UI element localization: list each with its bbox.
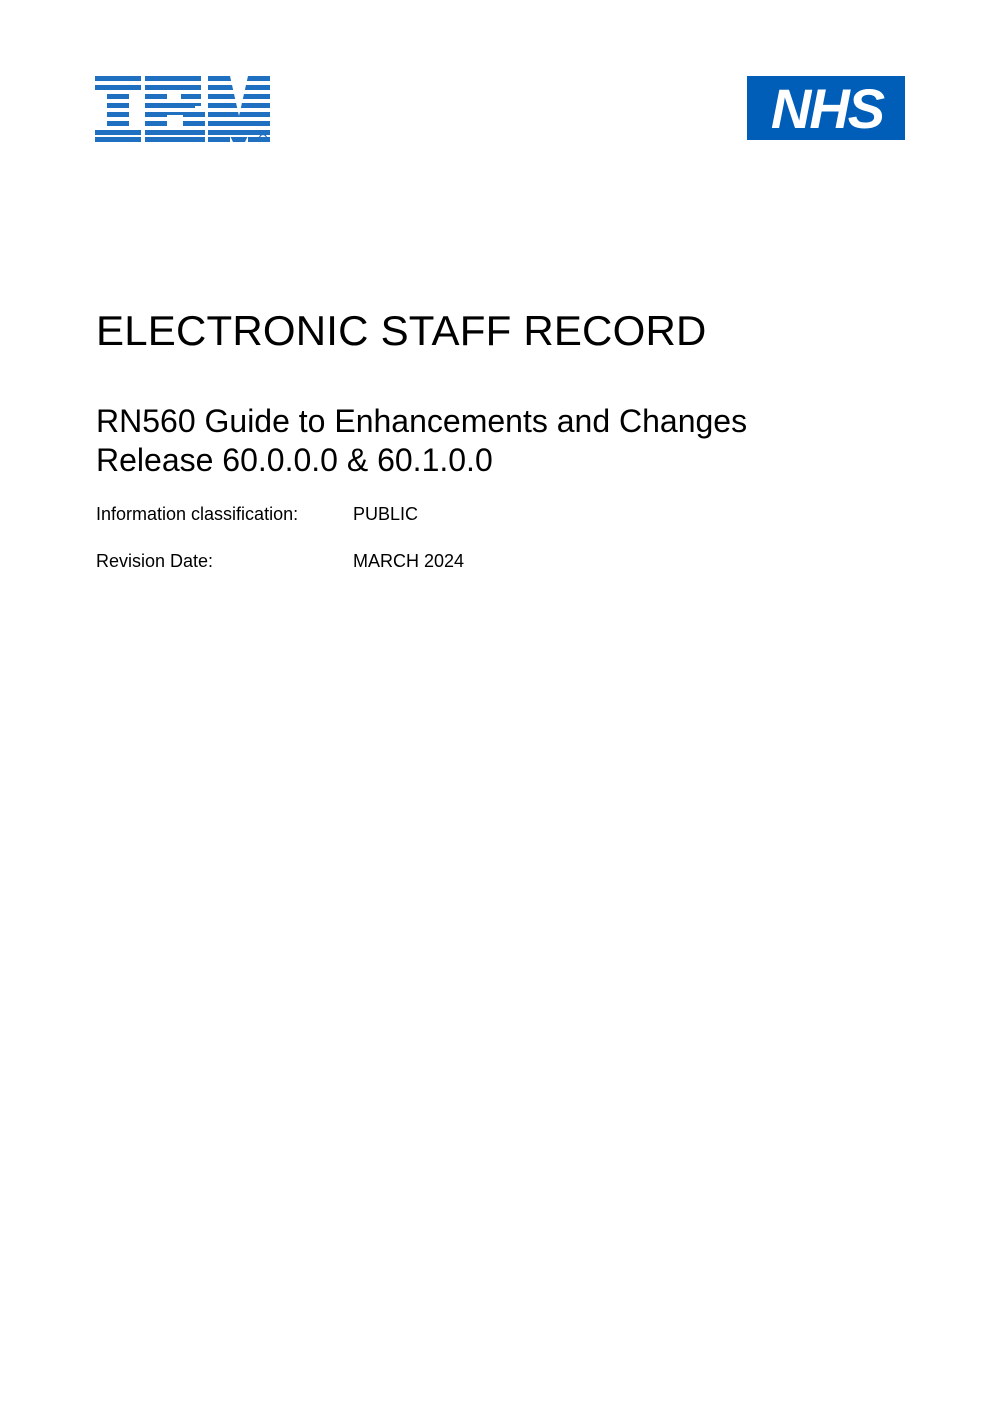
classification-label: Information classification: xyxy=(96,504,299,524)
revision-date-label: Revision Date: xyxy=(96,551,214,571)
subtitle-line-release: Release 60.0.0.0 & 60.1.0.0 xyxy=(96,442,493,478)
svg-text:NHS: NHS xyxy=(770,77,884,140)
document-title: ELECTRONIC STAFF RECORD xyxy=(96,307,707,354)
document-subtitle xyxy=(96,402,747,480)
revision-date-value: MARCH 2024 xyxy=(353,551,465,571)
classification-row xyxy=(96,503,418,525)
subtitle-line-guide: RN560 Guide to Enhancements and Changes xyxy=(96,403,748,439)
classification-value: PUBLIC xyxy=(353,504,419,524)
revision-date-row xyxy=(96,550,464,572)
ibm-logo xyxy=(95,76,270,142)
nhs-logo xyxy=(747,76,905,140)
